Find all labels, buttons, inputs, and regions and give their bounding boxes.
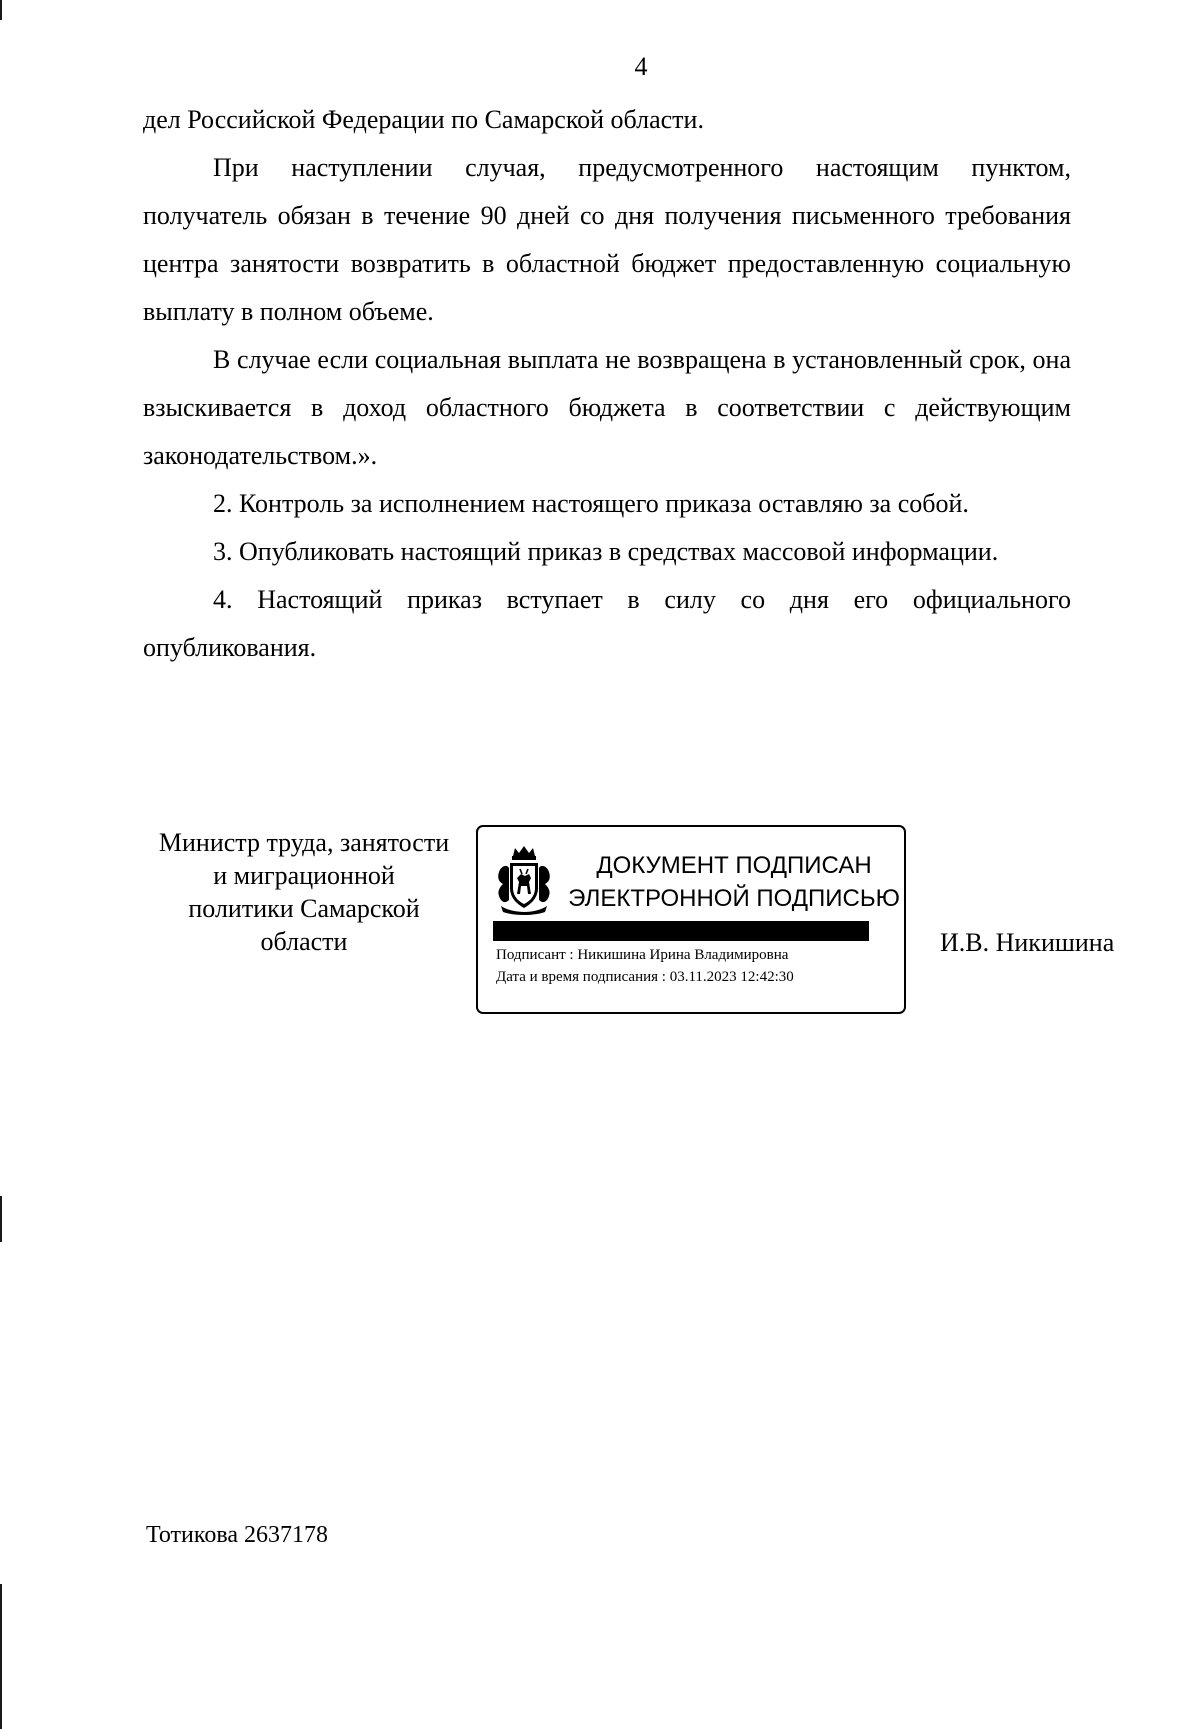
signer-name: И.В. Никишина: [940, 928, 1115, 957]
stamp-datetime: Дата и время подписания : 03.11.2023 12:42:30: [496, 969, 794, 985]
stamp-heading: [564, 849, 904, 915]
stamp-details: [496, 944, 896, 988]
signer-position-line: политики Самарской: [188, 894, 420, 923]
scan-edge-line-bottom: [0, 1584, 2, 1729]
signer-position-line: области: [260, 927, 348, 956]
scan-edge-line-middle: [0, 1196, 2, 1242]
document-body: [143, 96, 1071, 672]
paragraph-continuation: дел Российской Федерации по Самарской области.: [143, 105, 704, 134]
signer-position-line: Министр труда, занятости: [158, 828, 450, 857]
stamp-divider-bar: [493, 921, 869, 941]
paragraph-item-3: 3. Опубликовать настоящий приказ в средствах массовой информации.: [213, 537, 999, 566]
scan-edge-line-top: [0, 0, 2, 20]
signer-position: [143, 826, 465, 958]
samara-coat-of-arms-icon: [495, 844, 553, 916]
paragraph-recovery: В случае если социальная выплата не возвращена в установленный срок, она взыскивается в доход областного бюджета в соответствии с действующим законодательством.».: [143, 345, 1071, 470]
paragraph-item-4: 4. Настоящий приказ вступает в силу со дня его официального опубликования.: [143, 585, 1071, 662]
paragraph-refund-obligation: При наступлении случая, предусмотренного настоящим пунктом, получатель обязан в течение 90 дней со дня получения письменного требования центра занятости возвратить в областной бюджет предоставленную социальную выплату в полном объеме.: [143, 153, 1071, 326]
page-number: 4: [634, 52, 648, 81]
paragraph-item-2: 2. Контроль за исполнением настоящего приказа оставляю за собой.: [213, 489, 969, 518]
electronic-signature-stamp: [476, 825, 906, 1014]
stamp-heading-line: ЭЛЕКТРОННОЙ ПОДПИСЬЮ: [568, 885, 900, 912]
signer-position-line: и миграционной: [213, 861, 395, 890]
stamp-signer: Подписант : Никишина Ирина Владимировна: [496, 947, 789, 963]
stamp-heading-line: ДОКУМЕНТ ПОДПИСАН: [596, 852, 872, 879]
executor-note: Тотикова 2637178: [146, 1522, 328, 1548]
